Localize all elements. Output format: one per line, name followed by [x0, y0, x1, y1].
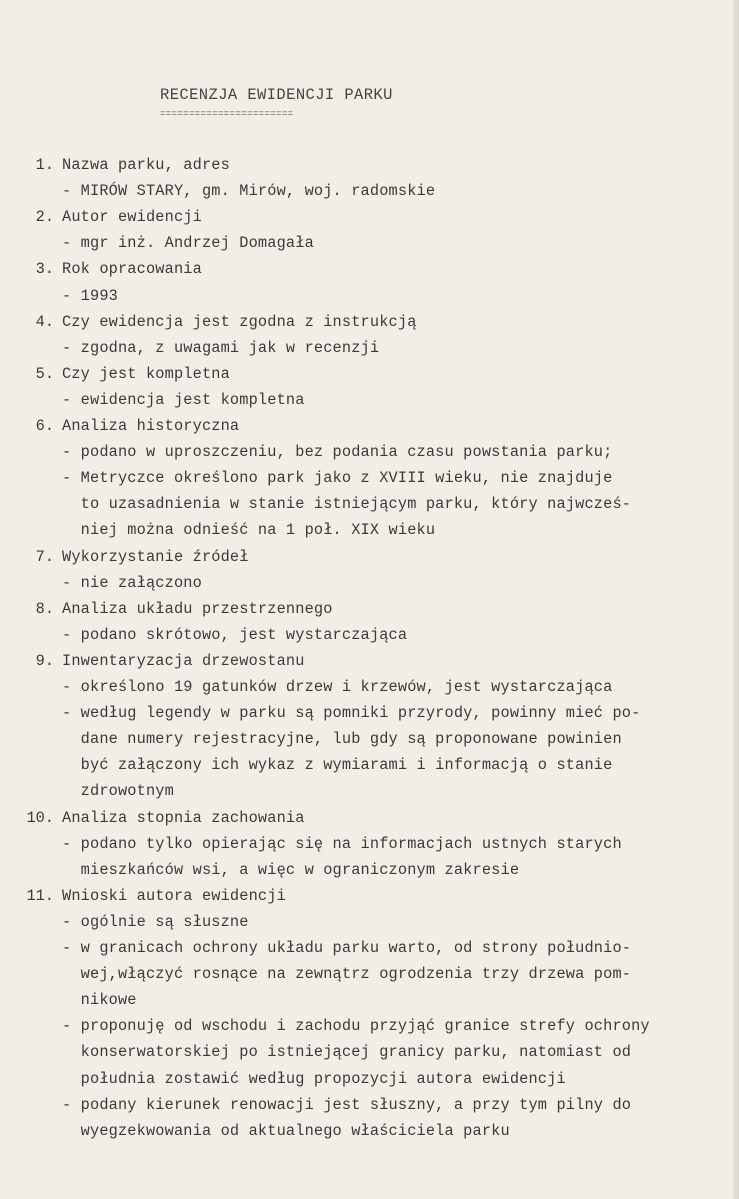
- item-heading: Wnioski autora ewidencji: [62, 886, 286, 905]
- item-answer-line: - 1993: [62, 286, 118, 305]
- item-answer-line: - MIRÓW STARY, gm. Mirów, woj. radomskie: [62, 182, 436, 201]
- item-answer-line: - Metryczce określono park jako z XVIII wieku, nie znajduje: [62, 469, 613, 488]
- item-answer-line: mieszkańców wsi, a więc w ograniczonym zakresie: [62, 860, 520, 879]
- item-answer-line: - określono 19 gatunków drzew i krzewów, jest wystarczająca: [62, 678, 613, 696]
- item-number: 1.: [35, 156, 54, 174]
- item-heading: Autor ewidencji: [62, 208, 202, 227]
- item-heading: Nazwa parku, adres: [62, 156, 230, 174]
- item-heading: Rok opracowania: [62, 260, 202, 279]
- item-answer-line: - zgodna, z uwagami jak w recenzji: [62, 338, 380, 357]
- item-answer-line: konserwatorskiej po istniejącej granicy parku, natomiast od: [62, 1043, 632, 1062]
- item-answer-line: - ewidencja jest kompletna: [62, 390, 305, 409]
- item-heading: Czy ewidencja jest zgodna z instrukcją: [62, 312, 417, 331]
- item-answer-line: - według legendy w parku są pomniki przyrody, powinny mieć po-: [62, 704, 641, 723]
- item-heading: Inwentaryzacja drzewostanu: [62, 651, 305, 670]
- item-number: 4.: [35, 312, 54, 331]
- item-heading: Czy jest kompletna: [62, 364, 230, 383]
- item-answer-line: - w granicach ochrony układu parku warto, od strony południo-: [62, 939, 632, 957]
- item-answer-line: dane numery rejestracyjne, lub gdy są proponowane powinien: [62, 730, 622, 749]
- item-answer-line: południa zostawić według propozycji autora ewidencji: [62, 1069, 566, 1088]
- item-answer-line: być załączony ich wykaz z wymiarami i informacją o stanie: [62, 756, 613, 775]
- item-answer-line: - podany kierunek renowacji jest słuszny, a przy tym pilny do: [62, 1095, 632, 1114]
- item-number: 11.: [26, 886, 54, 905]
- item-answer-line: nikowe: [62, 991, 137, 1010]
- page-edge-shadow: [733, 0, 739, 1199]
- title-underline: =======================: [160, 109, 294, 119]
- item-answer-line: - ogólnie są słuszne: [62, 912, 249, 931]
- item-number: 3.: [35, 260, 54, 279]
- item-answer-line: to uzasadnienia w stanie istniejącym parku, który najwcześ-: [62, 495, 632, 514]
- item-heading: Analiza historyczna: [62, 417, 240, 435]
- item-answer-line: - nie załączono: [62, 573, 202, 592]
- item-answer-line: - mgr inż. Andrzej Domagała: [62, 234, 314, 253]
- document-title: RECENZJA EWIDENCJI PARKU: [160, 86, 393, 104]
- item-number: 8.: [35, 599, 54, 618]
- item-heading: Wykorzystanie źródeł: [62, 547, 249, 566]
- item-answer-line: wyegzekwowania od aktualnego właściciela parku: [62, 1121, 510, 1140]
- item-answer-line: - podano tylko opierając się na informacjach ustnych starych: [62, 834, 622, 853]
- item-answer-line: - proponuję od wschodu i zachodu przyjąć granice strefy ochrony: [62, 1017, 650, 1036]
- item-heading: Analiza stopnia zachowania: [62, 808, 305, 827]
- item-answer-line: niej można odnieść na 1 poł. XIX wieku: [62, 521, 436, 540]
- item-heading: Analiza układu przestrzennego: [62, 599, 333, 618]
- item-number: 10.: [26, 808, 54, 827]
- item-number: 5.: [35, 364, 54, 383]
- item-answer-line: - podano skrótowo, jest wystarczająca: [62, 625, 408, 644]
- item-number: 9.: [35, 651, 54, 670]
- item-answer-line: zdrowotnym: [62, 782, 174, 801]
- item-answer-line: wej,włączyć rosnące na zewnątrz ogrodzenia trzy drzewa pom-: [62, 965, 632, 984]
- item-number: 6.: [35, 417, 54, 435]
- item-number: 2.: [35, 208, 54, 227]
- item-answer-line: - podano w uproszczeniu, bez podania czasu powstania parku;: [62, 443, 613, 462]
- item-number: 7.: [35, 547, 54, 566]
